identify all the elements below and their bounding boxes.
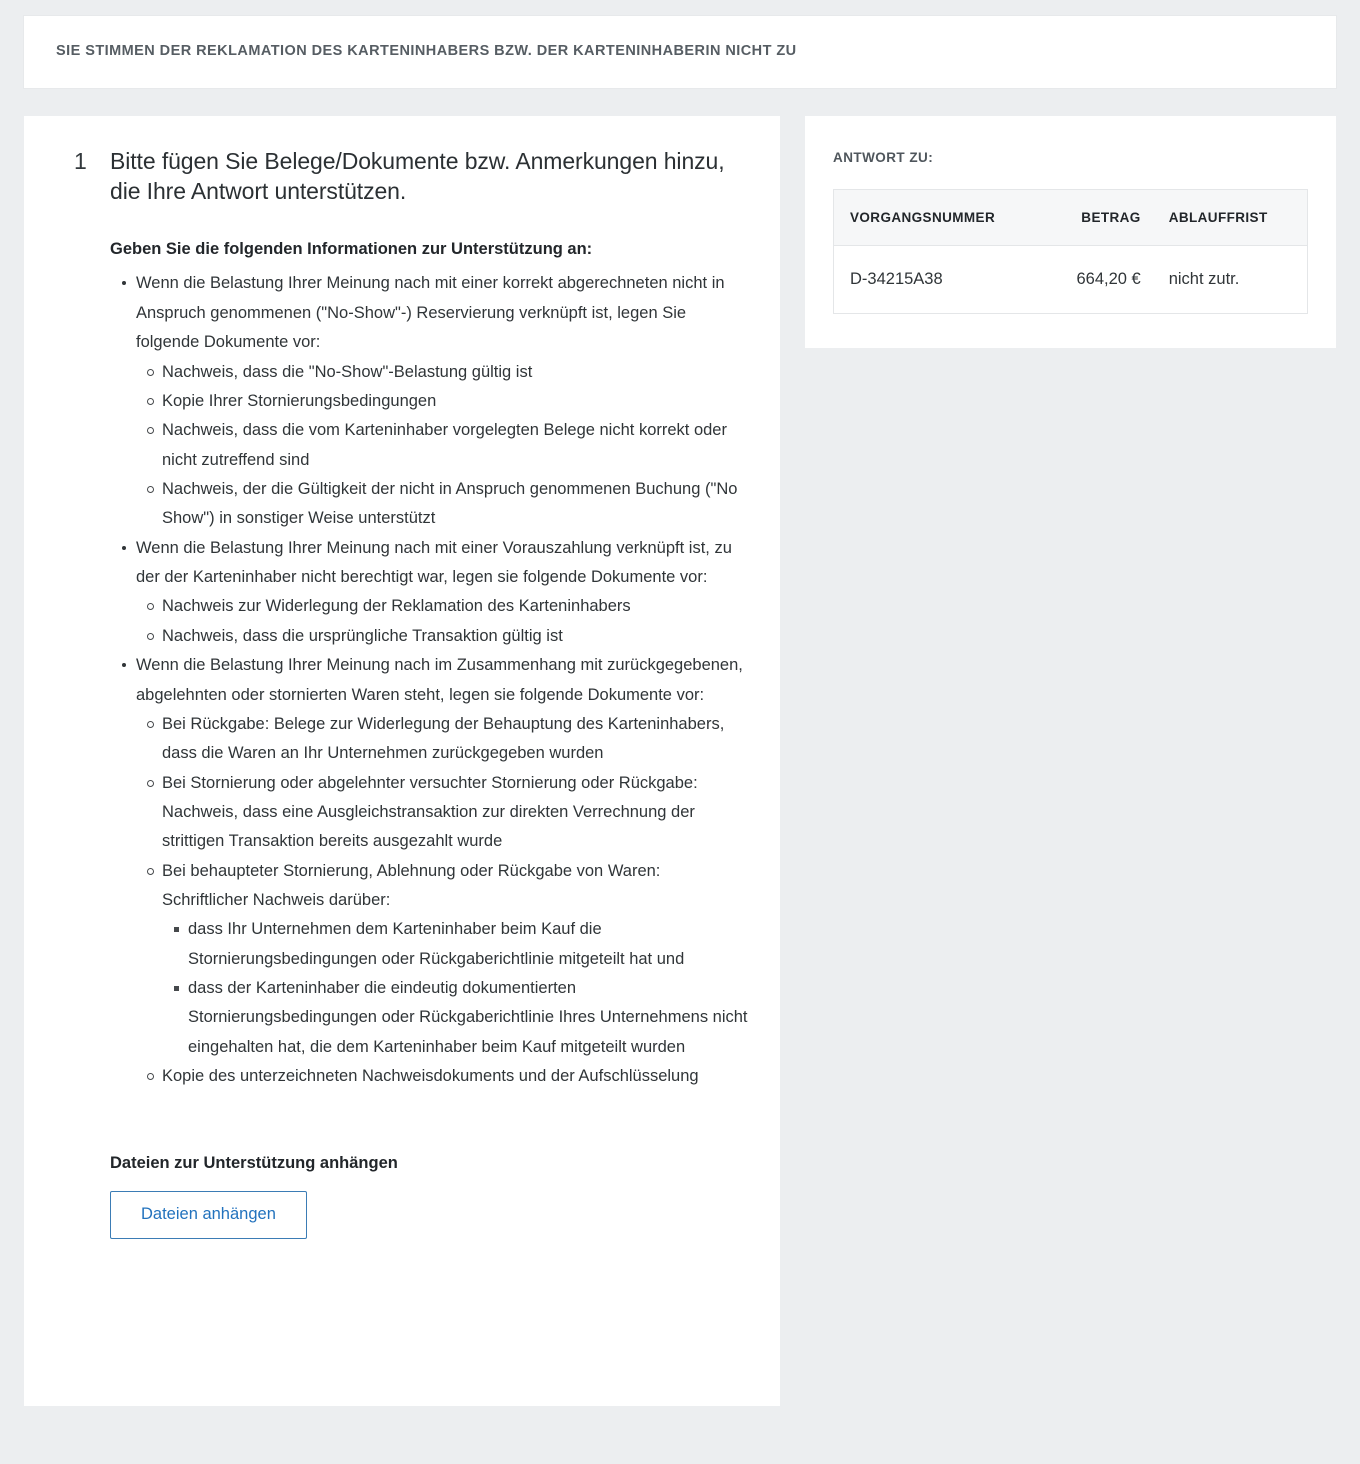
evidence-sublist (136, 358, 750, 534)
evidence-sublist (136, 710, 750, 1092)
claim-summary-label: ANTWORT ZU: (833, 150, 934, 165)
list-item (136, 651, 750, 1091)
evidence-subsublist (162, 915, 750, 1062)
list-item (162, 387, 750, 416)
question-card (24, 116, 780, 1406)
column-header-amount: BETRAG (1044, 190, 1155, 246)
claim-summary-card (805, 116, 1336, 348)
evidence-sublist (136, 592, 750, 651)
column-header-deadline: ABLAUFFRIST (1155, 190, 1308, 246)
question-number: 1 (74, 148, 87, 174)
list-item-text: Bei behaupteter Stornierung, Ablehnung oder Rückgabe von Waren: Schriftlicher Nachweis darüber: (162, 861, 661, 910)
page-root (0, 16, 1360, 1406)
list-item-text: Nachweis, der die Gültigkeit der nicht in Anspruch genommenen Buchung ("No Show") in sonstiger Weise unterstützt (162, 479, 738, 528)
claim-table-head (834, 190, 1308, 246)
list-item (162, 1062, 750, 1091)
list-item-text: Wenn die Belastung Ihrer Meinung nach im Zusammenhang mit zurückgegebenen, abgelehnten oder stornierten Waren steht, legen sie folgende Dokumente vor: (136, 656, 743, 704)
question-title: Bitte fügen Sie Belege/Dokumente bzw. Anmerkungen hinzu, die Ihre Antwort unterstützen. (110, 148, 725, 205)
table-header-row (834, 190, 1308, 246)
main-content-row (24, 116, 1336, 1406)
list-item (136, 269, 750, 533)
list-item (162, 416, 750, 475)
list-item-text: Kopie des unterzeichneten Nachweisdokuments und der Aufschlüsselung (162, 1067, 699, 1086)
list-item-text: Nachweis, dass die ursprüngliche Transaktion gültig ist (162, 626, 563, 645)
list-item (162, 710, 750, 769)
list-item-text: Bei Stornierung oder abgelehnter versuchter Stornierung oder Rückgabe: Nachweis, dass eine Ausgleichstransaktion zur direkten Verrechnung der strittigen Transaktion bereits ausgezahlt wurde (162, 773, 698, 851)
page-title: SIE STIMMEN DER REKLAMATION DES KARTENINHABERS BZW. DER KARTENINHABERIN NICHT ZU (56, 43, 797, 60)
list-item (162, 769, 750, 857)
list-item (162, 857, 750, 1063)
list-item (162, 358, 750, 387)
list-item-text: Wenn die Belastung Ihrer Meinung nach mit einer Vorauszahlung verknüpft ist, zu der der Karteninhaber nicht berechtigt war, legen sie folgende Dokumente vor: (136, 538, 732, 587)
attach-files-button[interactable]: Dateien anhängen (110, 1191, 307, 1240)
list-item-text: Wenn die Belastung Ihrer Meinung nach mit einer korrekt abgerechneten nicht in Anspruch genommenen ("No-Show"-) Reservierung verknüpft ist, legen Sie folgende Dokumente vor: (136, 274, 725, 352)
list-item (162, 475, 750, 534)
evidence-list (110, 269, 750, 1091)
claim-table-body (834, 246, 1308, 314)
list-item (188, 915, 750, 974)
attach-files-block (110, 1154, 750, 1240)
attach-files-label: Dateien zur Unterstützung anhängen (110, 1153, 398, 1172)
list-item-text: dass der Karteninhaber die eindeutig dokumentierten Stornierungsbedingungen oder Rückgaberichtlinie Ihres Unternehmens nicht eingehalten hat, die dem Karteninhaber beim Kauf mitgeteilt wurden (188, 979, 748, 1056)
list-item-text: Bei Rückgabe: Belege zur Widerlegung der Behauptung des Karteninhabers, dass die Waren an Ihr Unternehmen zurückgegeben wurden (162, 714, 725, 763)
list-item-text: Nachweis, dass die vom Karteninhaber vorgelegten Belege nicht korrekt oder nicht zutreffend sind (162, 421, 727, 469)
list-item (188, 974, 750, 1062)
column-header-case-number: VORGANGSNUMMER (834, 190, 1045, 246)
list-item-text: Nachweis zur Widerlegung der Reklamation des Karteninhabers (162, 597, 631, 616)
question-body (110, 146, 756, 1239)
list-item (162, 622, 750, 651)
instructions-lead: Geben Sie die folgenden Informationen zur Unterstützung an: (110, 239, 593, 258)
page-header-card (24, 16, 1336, 88)
cell-deadline: nicht zutr. (1155, 246, 1308, 314)
cell-case-number: D-34215A38 (834, 246, 1045, 314)
question-row (48, 146, 756, 1239)
list-item-text: dass Ihr Unternehmen dem Karteninhaber beim Kauf die Stornierungsbedingungen oder Rückgaberichtlinie mitgeteilt hat und (188, 920, 685, 968)
claim-table (833, 189, 1308, 314)
list-item-text: Nachweis, dass die "No-Show"-Belastung gültig ist (162, 362, 533, 381)
list-item-text: Kopie Ihrer Stornierungsbedingungen (162, 391, 437, 410)
table-row (834, 246, 1308, 314)
list-item (162, 592, 750, 621)
cell-amount: 664,20 € (1044, 246, 1155, 314)
list-item (136, 534, 750, 651)
